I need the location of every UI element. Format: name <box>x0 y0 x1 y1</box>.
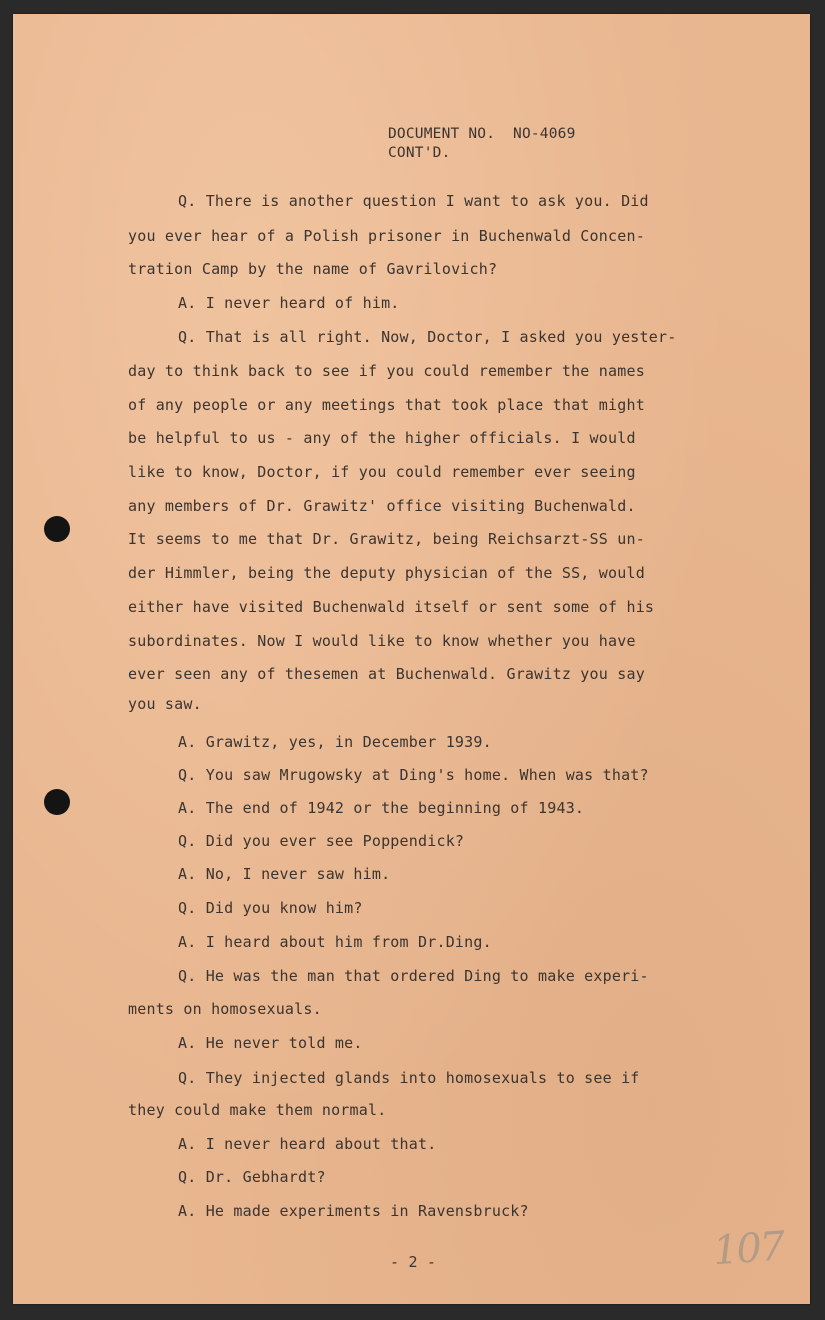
handwritten-archive-number: 107 <box>711 1223 785 1275</box>
punch-hole-top <box>44 516 70 542</box>
transcript-line: der Himmler, being the deputy physician of the SS, would <box>128 564 645 582</box>
transcript-line: A. I heard about him from Dr.Ding. <box>178 933 492 951</box>
transcript-line: Q. Dr. Gebhardt? <box>178 1168 326 1186</box>
document-number-header: DOCUMENT NO. NO-4069 <box>388 126 576 142</box>
transcript-line: Q. You saw Mrugowsky at Ding's home. When was that? <box>178 766 649 784</box>
transcript-line: Q. Did you ever see Poppendick? <box>178 832 465 850</box>
transcript-line: like to know, Doctor, if you could remember ever seeing <box>128 463 636 481</box>
transcript-line: A. I never heard about that. <box>178 1135 437 1153</box>
transcript-line: you ever hear of a Polish prisoner in Buchenwald Concen- <box>128 227 645 245</box>
transcript-line: either have visited Buchenwald itself or sent some of his <box>128 598 655 616</box>
transcript-line: Q. That is all right. Now, Doctor, I asked you yester- <box>178 328 677 346</box>
transcript-line: subordinates. Now I would like to know whether you have <box>128 632 636 650</box>
transcript-line: A. Grawitz, yes, in December 1939. <box>178 733 492 751</box>
transcript-line: ments on homosexuals. <box>128 1000 322 1018</box>
continued-label: CONT'D. <box>388 145 451 161</box>
transcript-line: A. He never told me. <box>178 1034 363 1052</box>
transcript-line: Q. Did you know him? <box>178 899 363 917</box>
transcript-line: tration Camp by the name of Gavrilovich? <box>128 260 498 278</box>
transcript-line: Q. They injected glands into homosexuals to see if <box>178 1069 640 1087</box>
transcript-line: you saw. <box>128 695 202 713</box>
transcript-line: they could make them normal. <box>128 1101 387 1119</box>
transcript-line: A. I never heard of him. <box>178 294 400 312</box>
transcript-line: A. No, I never saw him. <box>178 865 391 883</box>
transcript-line: ever seen any of thesemen at Buchenwald. Grawitz you say <box>128 665 645 683</box>
transcript-line: day to think back to see if you could remember the names <box>128 362 645 380</box>
page-number: - 2 - <box>390 1253 437 1271</box>
transcript-line: Q. There is another question I want to ask you. Did <box>178 192 649 210</box>
transcript-line: It seems to me that Dr. Grawitz, being Reichsarzt-SS un- <box>128 530 645 548</box>
transcript-line: A. He made experiments in Ravensbruck? <box>178 1202 529 1220</box>
transcript-line: Q. He was the man that ordered Ding to make experi- <box>178 967 649 985</box>
transcript-line: A. The end of 1942 or the beginning of 1943. <box>178 799 585 817</box>
transcript-line: any members of Dr. Grawitz' office visiting Buchenwald. <box>128 497 636 515</box>
punch-hole-bottom <box>44 789 70 815</box>
transcript-line: of any people or any meetings that took place that might <box>128 396 645 414</box>
transcript-line: be helpful to us - any of the higher officials. I would <box>128 429 636 447</box>
